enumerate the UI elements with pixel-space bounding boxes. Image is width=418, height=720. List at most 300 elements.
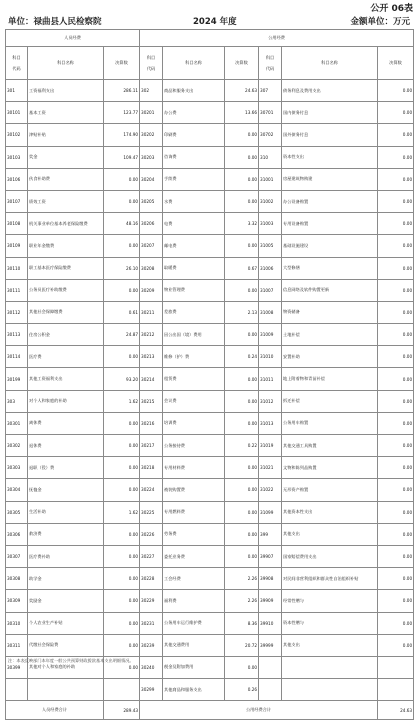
personnel-name: 机关事业单位基本养老保险缴费 (28, 213, 104, 235)
public-code: 302 (140, 80, 163, 102)
personnel-code (6, 679, 28, 701)
capital-code: 31011 (259, 368, 282, 390)
capital-name: 对民间非营利组织和群众性自治组织补贴 (282, 568, 378, 590)
personnel-code: 30110 (6, 257, 28, 279)
public-name: 维修（护）费 (163, 346, 225, 368)
personnel-name: 其他对个人和家庭的补助 (28, 656, 104, 678)
public-amount: 0.67 (225, 257, 259, 279)
capital-name: 无形资产购置 (282, 479, 378, 501)
personnel-name: 津贴补贴 (28, 124, 104, 146)
public-amount: 0.00 (225, 279, 259, 301)
public-amount: 2.26 (225, 590, 259, 612)
capital-code: 31013 (259, 412, 282, 434)
public-code: 30208 (140, 257, 163, 279)
capital-code: 39909 (259, 590, 282, 612)
public-code: 30226 (140, 523, 163, 545)
code-header-line1: 科目 (12, 54, 21, 60)
public-code: 30215 (140, 390, 163, 412)
personnel-amount: 123.77 (104, 102, 140, 124)
capital-amount: 0.00 (378, 501, 414, 523)
personnel-header: 人员经费 (6, 30, 140, 47)
personnel-name: 离休费 (28, 412, 104, 434)
table-row (6, 568, 414, 590)
public-amount: 0.00 (225, 368, 259, 390)
personnel-name: 救济费 (28, 523, 104, 545)
public-code: 30206 (140, 213, 163, 235)
personnel-amount: 1.62 (104, 390, 140, 412)
report-year: 2024 年度 (193, 17, 237, 27)
capital-code: 307 (259, 80, 282, 102)
public-amount: 0.00 (225, 457, 259, 479)
personnel-name: 退休费 (28, 435, 104, 457)
public-code: 30240 (140, 656, 163, 678)
public-code: 30204 (140, 168, 163, 190)
public-code: 30205 (140, 190, 163, 212)
capital-amount: 0.00 (378, 412, 414, 434)
public-name: 公务接待费 (163, 435, 225, 457)
public-code: 30202 (140, 124, 163, 146)
personnel-amount: 0.00 (104, 523, 140, 545)
code-header (259, 47, 282, 80)
capital-amount: 0.00 (378, 368, 414, 390)
table-row (6, 168, 414, 190)
personnel-code: 30103 (6, 146, 28, 168)
capital-code: 31008 (259, 301, 282, 323)
capital-code: 31099 (259, 501, 282, 523)
public-code: 30213 (140, 346, 163, 368)
capital-name: 专用设备购置 (282, 213, 378, 235)
public-code: 30217 (140, 435, 163, 457)
capital-code: 39907 (259, 545, 282, 567)
public-code: 30209 (140, 279, 163, 301)
public-name: 商品和服务支出 (163, 80, 225, 102)
public-amount: 0.00 (225, 390, 259, 412)
table-row (6, 146, 414, 168)
personnel-amount: 174.90 (104, 124, 140, 146)
public-code: 30299 (140, 679, 163, 701)
personnel-amount: 0.00 (104, 168, 140, 190)
personnel-name: 代缴社会保险费 (28, 634, 104, 656)
public-name: 办公费 (163, 102, 225, 124)
table-row (6, 545, 414, 567)
capital-amount: 0.00 (378, 590, 414, 612)
report-header (0, 0, 418, 30)
personnel-code: 30108 (6, 213, 28, 235)
personnel-name: 基本工资 (28, 102, 104, 124)
personnel-amount: 0.00 (104, 235, 140, 257)
personnel-name: 医疗费 (28, 346, 104, 368)
table-row (6, 612, 414, 634)
capital-name: 资本性支出 (282, 146, 378, 168)
capital-name: 拆迁补偿 (282, 390, 378, 412)
capital-amount: 0.00 (378, 168, 414, 190)
public-name: 公务用车运行维护费 (163, 612, 225, 634)
capital-name: 文物和陈列品购置 (282, 457, 378, 479)
public-header: 公用经费 (140, 30, 414, 47)
table-row (6, 346, 414, 368)
personnel-amount: 0.00 (104, 634, 140, 656)
personnel-code: 30106 (6, 168, 28, 190)
capital-amount: 0.00 (378, 435, 414, 457)
capital-amount: 0.00 (378, 190, 414, 212)
capital-code: 31021 (259, 457, 282, 479)
capital-amount: 0.00 (378, 301, 414, 323)
capital-code: 31002 (259, 190, 282, 212)
capital-amount: 0.00 (378, 346, 414, 368)
personnel-amount: 0.00 (104, 435, 140, 457)
public-name: 其他商品和服务支出 (163, 679, 225, 701)
public-amount: 24.63 (225, 80, 259, 102)
public-code: 30227 (140, 545, 163, 567)
personnel-amount: 0.00 (104, 479, 140, 501)
personnel-amount: 48.16 (104, 213, 140, 235)
table-column-header (6, 47, 414, 80)
public-code: 30211 (140, 301, 163, 323)
table-row (6, 412, 414, 434)
public-amount: 13.66 (225, 102, 259, 124)
public-amount: 0.26 (225, 679, 259, 701)
public-name: 差旅费 (163, 301, 225, 323)
public-amount: 2.26 (225, 568, 259, 590)
capital-name: 其他支出 (282, 523, 378, 545)
capital-name: 房屋建筑物购建 (282, 168, 378, 190)
table-row (6, 390, 414, 412)
personnel-name: 医疗费补助 (28, 545, 104, 567)
public-code: 30228 (140, 568, 163, 590)
capital-name: 经常性赠与 (282, 590, 378, 612)
personnel-total-value: 289.43 (104, 701, 140, 720)
personnel-code: 30303 (6, 457, 28, 479)
table-row (6, 301, 414, 323)
capital-amount: 0.00 (378, 479, 414, 501)
personnel-amount: 0.00 (104, 457, 140, 479)
capital-name: 信息网络及软件购置更新 (282, 279, 378, 301)
personnel-amount: 0.00 (104, 590, 140, 612)
capital-name (282, 679, 378, 701)
personnel-code: 30199 (6, 368, 28, 390)
capital-amount: 0.00 (378, 324, 414, 346)
public-name: 其他交通费用 (163, 634, 225, 656)
personnel-code: 30102 (6, 124, 28, 146)
public-amount: 0.00 (225, 324, 259, 346)
capital-code: 31009 (259, 324, 282, 346)
capital-name: 其他支出 (282, 634, 378, 656)
public-name: 电费 (163, 213, 225, 235)
capital-code: 31022 (259, 479, 282, 501)
table-group-header (6, 30, 414, 47)
capital-code: 39908 (259, 568, 282, 590)
amount-header: 决算数 (378, 47, 414, 80)
personnel-code: 30111 (6, 279, 28, 301)
personnel-amount: 0.00 (104, 346, 140, 368)
personnel-code: 30310 (6, 612, 28, 634)
capital-amount: 0.00 (378, 634, 414, 656)
public-amount: 0.00 (225, 124, 259, 146)
table-row (6, 235, 414, 257)
name-header: 科目名称 (282, 47, 378, 80)
capital-code: 31003 (259, 213, 282, 235)
public-amount: 0.00 (225, 501, 259, 523)
personnel-name: 奖金 (28, 146, 104, 168)
table-row (6, 213, 414, 235)
table-row (6, 124, 414, 146)
personnel-name: 其他社会保障缴费 (28, 301, 104, 323)
capital-code: 30701 (259, 102, 282, 124)
code-header (6, 47, 28, 80)
personnel-code: 30302 (6, 435, 28, 457)
capital-amount: 0.00 (378, 457, 414, 479)
public-amount: 0.00 (225, 146, 259, 168)
public-code: 30229 (140, 590, 163, 612)
code-header-line1: 科目 (146, 54, 156, 60)
personnel-name: 助学金 (28, 568, 104, 590)
expenditure-table (5, 29, 414, 720)
personnel-name: 职工基本医疗保险缴费 (28, 257, 104, 279)
capital-code (259, 679, 282, 701)
public-name: 因公出国（境）费用 (163, 324, 225, 346)
personnel-amount: 0.00 (104, 545, 140, 567)
name-header: 科目名称 (28, 47, 104, 80)
capital-code: 31012 (259, 390, 282, 412)
money-unit: 金额单位：万元 (350, 17, 410, 27)
table-row (6, 479, 414, 501)
personnel-code: 30114 (6, 346, 28, 368)
personnel-code: 30308 (6, 568, 28, 590)
personnel-code: 30305 (6, 501, 28, 523)
public-code: 30218 (140, 457, 163, 479)
table-row (6, 435, 414, 457)
personnel-code: 30311 (6, 634, 28, 656)
public-code: 30224 (140, 479, 163, 501)
table-row (6, 501, 414, 523)
capital-name: 办公设备购置 (282, 190, 378, 212)
personnel-name: 退职（役）费 (28, 457, 104, 479)
code-header-line2: 代码 (146, 65, 156, 71)
form-number: 公开 06表 (370, 4, 413, 14)
personnel-code: 30309 (6, 590, 28, 612)
public-name: 咨询费 (163, 146, 225, 168)
public-amount: 8.36 (225, 612, 259, 634)
public-name: 税金及附加费用 (163, 656, 225, 678)
capital-code: 39910 (259, 612, 282, 634)
capital-name (282, 656, 378, 678)
capital-code: 30702 (259, 124, 282, 146)
public-name: 租赁费 (163, 368, 225, 390)
public-name: 专用燃料费 (163, 501, 225, 523)
public-name: 工会经费 (163, 568, 225, 590)
table-row (6, 634, 414, 656)
personnel-code: 30101 (6, 102, 28, 124)
capital-code: 31010 (259, 346, 282, 368)
capital-name: 大型修缮 (282, 257, 378, 279)
capital-amount: 0.00 (378, 235, 414, 257)
capital-name: 其他交通工具购置 (282, 435, 378, 457)
table-row (6, 324, 414, 346)
capital-amount: 0.00 (378, 545, 414, 567)
capital-code: 31019 (259, 435, 282, 457)
footnote: 注：本表反映部门本年度一般公共预算财政拨款基本支出明细情况。 (8, 658, 134, 663)
public-name: 专用材料费 (163, 457, 225, 479)
public-code: 30212 (140, 324, 163, 346)
personnel-name: 伙食补助费 (28, 168, 104, 190)
personnel-name: 对个人和家庭的补助 (28, 390, 104, 412)
code-header (140, 47, 163, 80)
personnel-name: 抚恤金 (28, 479, 104, 501)
name-header: 科目名称 (163, 47, 225, 80)
public-amount: 0.24 (225, 346, 259, 368)
personnel-code: 30109 (6, 235, 28, 257)
capital-amount: 0.00 (378, 257, 414, 279)
personnel-amount: 93.20 (104, 368, 140, 390)
capital-amount: 0.00 (378, 124, 414, 146)
table-row (6, 457, 414, 479)
capital-amount: 0.00 (378, 279, 414, 301)
public-name: 委托业务费 (163, 545, 225, 567)
public-amount: 20.72 (225, 634, 259, 656)
public-name: 培训费 (163, 412, 225, 434)
public-name: 邮电费 (163, 235, 225, 257)
capital-name: 基础设施建设 (282, 235, 378, 257)
personnel-code: 301 (6, 80, 28, 102)
public-amount: 0.00 (225, 412, 259, 434)
personnel-name (28, 679, 104, 701)
personnel-amount: 1.62 (104, 501, 140, 523)
personnel-amount: 24.87 (104, 324, 140, 346)
capital-name: 安置补助 (282, 346, 378, 368)
code-header-line2: 代码 (12, 65, 21, 71)
personnel-name: 住房公积金 (28, 324, 104, 346)
capital-name: 国家赔偿费用支出 (282, 545, 378, 567)
personnel-code: 30301 (6, 412, 28, 434)
public-name: 手续费 (163, 168, 225, 190)
public-total-label: 公用经费合计 (140, 701, 378, 720)
public-amount: 3.32 (225, 213, 259, 235)
code-header-line2: 代码 (265, 65, 275, 71)
personnel-code: 30306 (6, 523, 28, 545)
personnel-name: 个人农业生产补贴 (28, 612, 104, 634)
public-amount: 0.00 (225, 545, 259, 567)
personnel-code: 30107 (6, 190, 28, 212)
public-amount: 2.13 (225, 301, 259, 323)
personnel-code: 30399 (6, 656, 28, 678)
personnel-amount: 0.00 (104, 412, 140, 434)
capital-code: 39999 (259, 634, 282, 656)
public-code: 30239 (140, 634, 163, 656)
personnel-name: 绩效工资 (28, 190, 104, 212)
capital-name: 物资储备 (282, 301, 378, 323)
public-name: 物业管理费 (163, 279, 225, 301)
personnel-amount: 0.00 (104, 190, 140, 212)
public-name: 取暖费 (163, 257, 225, 279)
public-amount: 0.00 (225, 235, 259, 257)
capital-amount: 0.00 (378, 612, 414, 634)
public-amount: 0.00 (225, 523, 259, 545)
capital-amount: 0.00 (378, 523, 414, 545)
public-name: 劳务费 (163, 523, 225, 545)
public-name: 水费 (163, 190, 225, 212)
personnel-name: 职业年金缴费 (28, 235, 104, 257)
capital-code (259, 656, 282, 678)
public-amount: 0.22 (225, 435, 259, 457)
capital-amount: 0.00 (378, 80, 414, 102)
public-code: 30225 (140, 501, 163, 523)
amount-header: 决算数 (225, 47, 259, 80)
capital-code: 31001 (259, 168, 282, 190)
personnel-amount: 0.61 (104, 301, 140, 323)
public-name: 会议费 (163, 390, 225, 412)
public-code: 30207 (140, 235, 163, 257)
capital-code: 31007 (259, 279, 282, 301)
public-name: 被装购置费 (163, 479, 225, 501)
personnel-amount: 0.00 (104, 279, 140, 301)
personnel-amount: 286.11 (104, 80, 140, 102)
public-total-value: 24.63 (378, 701, 414, 720)
capital-name: 其他资本性支出 (282, 501, 378, 523)
personnel-amount: 26.10 (104, 257, 140, 279)
personnel-name: 其他工资福利支出 (28, 368, 104, 390)
capital-amount: 0.00 (378, 146, 414, 168)
capital-amount (378, 656, 414, 678)
code-header-line1: 科目 (265, 54, 275, 60)
capital-amount: 0.00 (378, 390, 414, 412)
capital-code: 399 (259, 523, 282, 545)
personnel-amount: 109.47 (104, 146, 140, 168)
capital-name: 债务利息及费用支出 (282, 80, 378, 102)
public-code: 30201 (140, 102, 163, 124)
public-name: 印刷费 (163, 124, 225, 146)
personnel-amount (104, 679, 140, 701)
unit-name: 单位：禄曲县人民检察院 (8, 17, 102, 27)
public-code: 30214 (140, 368, 163, 390)
personnel-code: 303 (6, 390, 28, 412)
personnel-amount: 0.00 (104, 656, 140, 678)
personnel-name: 工资福利支出 (28, 80, 104, 102)
capital-amount (378, 679, 414, 701)
table-row (6, 523, 414, 545)
table-row (6, 190, 414, 212)
personnel-name: 生活补助 (28, 501, 104, 523)
public-amount: 0.00 (225, 656, 259, 678)
personnel-amount: 0.00 (104, 612, 140, 634)
personnel-code: 30113 (6, 324, 28, 346)
personnel-code: 30304 (6, 479, 28, 501)
table-row (6, 590, 414, 612)
amount-header: 决算数 (104, 47, 140, 80)
capital-name: 国外债务付息 (282, 124, 378, 146)
capital-amount: 0.00 (378, 102, 414, 124)
totals-row (6, 701, 414, 720)
table-row (6, 279, 414, 301)
capital-name: 公务用车购置 (282, 412, 378, 434)
capital-name: 国内债务付息 (282, 102, 378, 124)
public-code: 30231 (140, 612, 163, 634)
capital-amount: 0.00 (378, 213, 414, 235)
capital-code: 310 (259, 146, 282, 168)
personnel-name: 奖励金 (28, 590, 104, 612)
capital-name: 资本性赠与 (282, 612, 378, 634)
personnel-name: 公务员医疗补助缴费 (28, 279, 104, 301)
table-row (6, 102, 414, 124)
table-row (6, 80, 414, 102)
public-name: 福利费 (163, 590, 225, 612)
table-row (6, 679, 414, 701)
capital-code: 31006 (259, 257, 282, 279)
personnel-code: 30307 (6, 545, 28, 567)
table-row (6, 257, 414, 279)
capital-name: 地上附着物和青苗补偿 (282, 368, 378, 390)
capital-code: 31005 (259, 235, 282, 257)
public-code: 30203 (140, 146, 163, 168)
